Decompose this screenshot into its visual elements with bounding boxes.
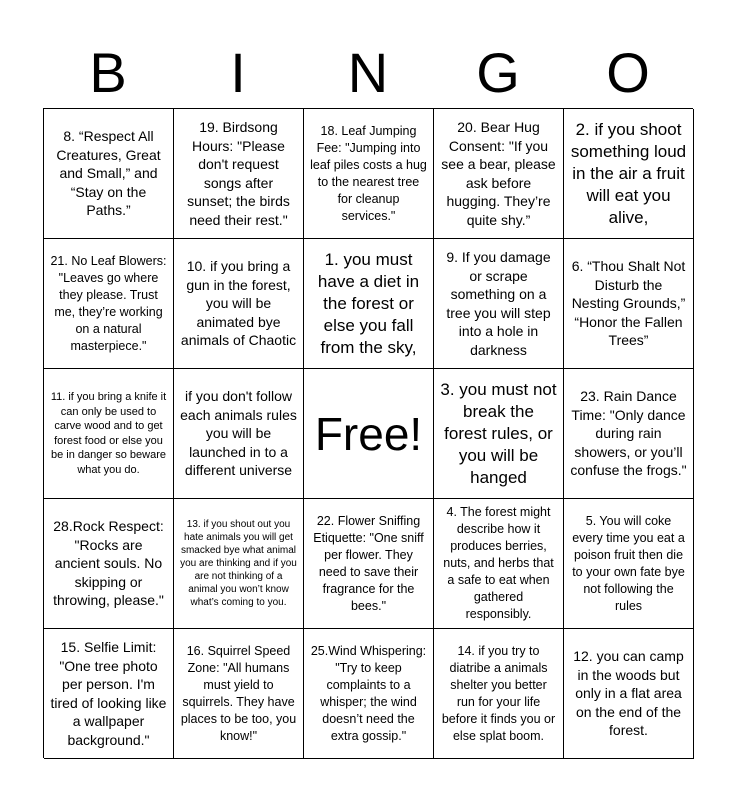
- bingo-cell: [44, 369, 174, 499]
- free-space-label: Free!: [314, 407, 423, 460]
- cell-text: 10. if you bring a gun in the forest, you will be animated bye animals of Chaotic: [180, 258, 297, 349]
- cell-text: 11. if you bring a knife it can only be used to carve wood and to get forest food or else you be in danger so beware what you do.: [50, 391, 167, 476]
- cell-text: 16. Squirrel Speed Zone: "All humans must yield to squirrels. They have places to be too, you know!": [180, 643, 297, 743]
- bingo-cell: [174, 239, 304, 369]
- header-letter-g: G: [476, 41, 520, 104]
- cell-text: 2. if you shoot something loud in the air a fruit will eat you alive,: [570, 119, 687, 227]
- bingo-cell: [434, 239, 564, 369]
- bingo-cell: [564, 499, 694, 629]
- cell-text: 8. “Respect All Creatures, Great and Small,” and “Stay on the Paths.”: [56, 128, 161, 219]
- cell-text: 1. you must have a diet in the forest or else you fall from the sky,: [317, 249, 420, 357]
- cell-text: 25.Wind Whispering: "Try to keep complaints to a whisper; the wind doesn’t need the extra gossip.": [310, 643, 427, 743]
- cell-text: 22. Flower Sniffing Etiquette: "One sniff per flower. They need to save their fragrance for the bees.": [313, 513, 424, 613]
- cell-text: 9. If you damage or scrape something on a tree you will step into a hole in darkness: [446, 249, 551, 358]
- cell-text: 23. Rain Dance Time: "Only dance during rain showers, or you’ll confuse the frogs.": [570, 388, 687, 479]
- cell-text: 21. No Leaf Blowers: "Leaves go where they please. Trust me, they’re working on a natural masterpiece.": [50, 253, 167, 353]
- bingo-cell: [44, 109, 174, 239]
- cell-text: 14. if you try to diatribe a animals shelter you better run for your life before it finds you or else splat boom.: [441, 643, 556, 743]
- cell-text: 3. you must not break the forest rules, or you will be hanged: [440, 379, 557, 487]
- bingo-cell: [564, 109, 694, 239]
- bingo-cell: [434, 499, 564, 629]
- bingo-cell: [564, 629, 694, 759]
- bingo-cell: [434, 369, 564, 499]
- bingo-cell: [304, 629, 434, 759]
- free-space-cell: [304, 369, 434, 499]
- bingo-cell: [304, 239, 434, 369]
- cell-text: 18. Leaf Jumping Fee: "Jumping into leaf piles costs a hug to the nearest tree for cleanup services.": [310, 123, 427, 223]
- cell-text: 12. you can camp in the woods but only in a flat area on the end of the forest.: [573, 648, 684, 739]
- cell-text: if you don't follow each animals rules you will be launched in to a different universe: [180, 388, 297, 479]
- cell-text: 20. Bear Hug Consent: "If you see a bear, please ask before hugging. They’re quite shy.”: [441, 119, 556, 228]
- bingo-cell: [174, 629, 304, 759]
- cell-text: 5. You will coke every time you eat a poison fruit then die to your own fate bye not following the rules: [572, 513, 685, 613]
- bingo-cell: [564, 369, 694, 499]
- bingo-cell: [44, 499, 174, 629]
- cell-text: 28.Rock Respect: "Rocks are ancient souls. No skipping or throwing, please.": [53, 518, 164, 609]
- header-letter-b: B: [89, 41, 127, 104]
- bingo-cell: [174, 109, 304, 239]
- bingo-cell: [44, 239, 174, 369]
- header-letter-i: I: [230, 41, 246, 104]
- bingo-cell: [174, 499, 304, 629]
- cell-text: 19. Birdsong Hours: "Please don't request songs after sunset; the birds need their rest.": [187, 119, 290, 228]
- bingo-cell: [434, 109, 564, 239]
- bingo-cell: [564, 239, 694, 369]
- bingo-grid: [43, 108, 693, 758]
- cell-text: 15. Selfie Limit: "One tree photo per person. I'm tired of looking like a wallpaper background.": [50, 639, 167, 748]
- header-letter-n: N: [347, 41, 389, 104]
- bingo-cell: [174, 369, 304, 499]
- cell-text: 13. if you shout out you hate animals you will get smacked bye what animal you are thinking and if you are not thinking of a animal you won’t know what’s coming to you.: [180, 519, 297, 608]
- bingo-cell: [304, 499, 434, 629]
- bingo-cell: [304, 109, 434, 239]
- bingo-cell: [44, 629, 174, 759]
- cell-text: 4. The forest might describe how it produces berries, nuts, and herbs that a safe to eat when gathered responsibly.: [443, 505, 554, 621]
- header-letter-o: O: [606, 41, 650, 104]
- cell-text: 6. “Thou Shalt Not Disturb the Nesting Grounds,” “Honor the Fallen Trees”: [571, 258, 686, 349]
- bingo-header: [43, 38, 693, 108]
- bingo-cell: [434, 629, 564, 759]
